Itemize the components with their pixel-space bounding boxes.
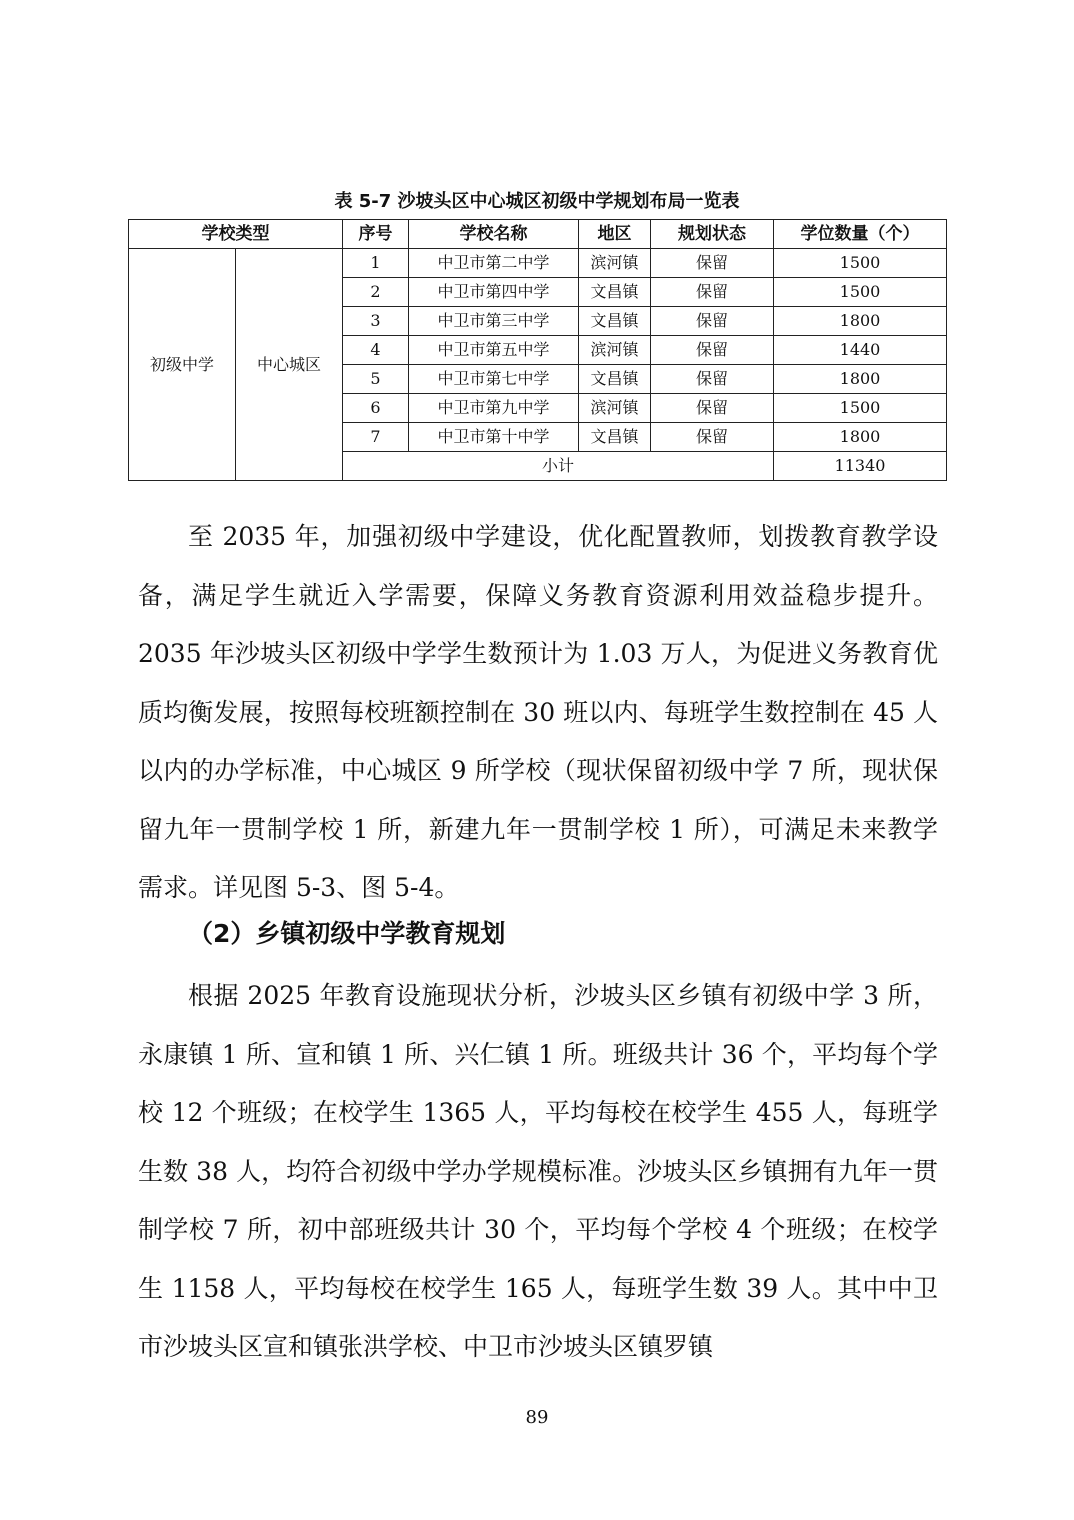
cell-status: 保留 xyxy=(651,249,774,278)
cell-seq: 7 xyxy=(343,423,409,452)
paragraph-junior-high-2035: 至 2035 年，加强初级中学建设，优化配置教师，划拨教育教学设备，满足学生就近入学需要，保障义务教育资源利用效益稳步提升。2035 年沙坡头区初级中学学生数预计为 1.03 万人，为促进义务教育优质均衡发展，按照每校班额控制在 30 班以内、每班学生数控制在 45 人以内的办学标准，中心城区 9 所学校（现状保留初级中学 7 所，现状保留九年一贯制学校 1 所，新建九年一贯制学校 1 所），可满足未来教学需求。详见图 5-3、图 5-4。 xyxy=(138,522,938,902)
cell-district: 滨河镇 xyxy=(579,336,651,365)
cell-school-name: 中卫市第十中学 xyxy=(409,423,579,452)
cell-capacity: 1800 xyxy=(774,423,947,452)
cell-seq: 5 xyxy=(343,365,409,394)
cell-district: 文昌镇 xyxy=(579,365,651,394)
header-seq: 序号 xyxy=(343,220,409,249)
cell-school-name: 中卫市第七中学 xyxy=(409,365,579,394)
cell-school-name: 中卫市第九中学 xyxy=(409,394,579,423)
header-capacity: 学位数量（个） xyxy=(774,220,947,249)
cell-seq: 1 xyxy=(343,249,409,278)
cell-seq: 4 xyxy=(343,336,409,365)
subtotal-value: 11340 xyxy=(774,452,947,481)
cell-area: 中心城区 xyxy=(236,249,343,481)
paragraph-township-analysis: 根据 2025 年教育设施现状分析，沙坡头区乡镇有初级中学 3 所，永康镇 1 所、宣和镇 1 所、兴仁镇 1 所。班级共计 36 个，平均每个学校 12 个班级；在校学生 1365 人，平均每校在校学生 455 人，每班学生数 38 人，均符合初级中学办学规模标准。沙坡头区乡镇拥有九年一贯制学校 7 所，初中部班级共计 30 个，平均每个学校 4 个班级；在校学生 1158 人，平均每校在校学生 165 人，每班学生数 39 人。其中中卫市沙坡头区宣和镇张洪学校、中卫市沙坡头区镇罗镇 xyxy=(138,981,938,1361)
cell-capacity: 1500 xyxy=(774,249,947,278)
cell-status: 保留 xyxy=(651,278,774,307)
table-caption: 表 5-7 沙坡头区中心城区初级中学规划布局一览表 xyxy=(334,191,740,212)
cell-status: 保留 xyxy=(651,307,774,336)
cell-school-name: 中卫市第五中学 xyxy=(409,336,579,365)
cell-capacity: 1440 xyxy=(774,336,947,365)
page-number: 89 xyxy=(525,1407,549,1428)
cell-school-name: 中卫市第四中学 xyxy=(409,278,579,307)
cell-district: 文昌镇 xyxy=(579,307,651,336)
header-school-type: 学校类型 xyxy=(129,220,343,249)
header-school-name: 学校名称 xyxy=(409,220,579,249)
cell-status: 保留 xyxy=(651,365,774,394)
school-plan-table xyxy=(128,219,947,481)
cell-capacity: 1800 xyxy=(774,365,947,394)
cell-district: 滨河镇 xyxy=(579,249,651,278)
subtotal-label: 小计 xyxy=(343,452,774,481)
cell-capacity: 1500 xyxy=(774,394,947,423)
cell-status: 保留 xyxy=(651,423,774,452)
cell-seq: 6 xyxy=(343,394,409,423)
table-header-row xyxy=(129,220,947,249)
cell-district: 文昌镇 xyxy=(579,423,651,452)
header-status: 规划状态 xyxy=(651,220,774,249)
cell-capacity: 1500 xyxy=(774,278,947,307)
cell-status: 保留 xyxy=(651,336,774,365)
table-row xyxy=(129,249,947,278)
cell-seq: 3 xyxy=(343,307,409,336)
cell-category: 初级中学 xyxy=(129,249,236,481)
cell-district: 滨河镇 xyxy=(579,394,651,423)
section-subheading: （2）乡镇初级中学教育规划 xyxy=(188,919,506,948)
header-district: 地区 xyxy=(579,220,651,249)
cell-capacity: 1800 xyxy=(774,307,947,336)
cell-seq: 2 xyxy=(343,278,409,307)
cell-status: 保留 xyxy=(651,394,774,423)
cell-school-name: 中卫市第三中学 xyxy=(409,307,579,336)
cell-school-name: 中卫市第二中学 xyxy=(409,249,579,278)
cell-district: 文昌镇 xyxy=(579,278,651,307)
